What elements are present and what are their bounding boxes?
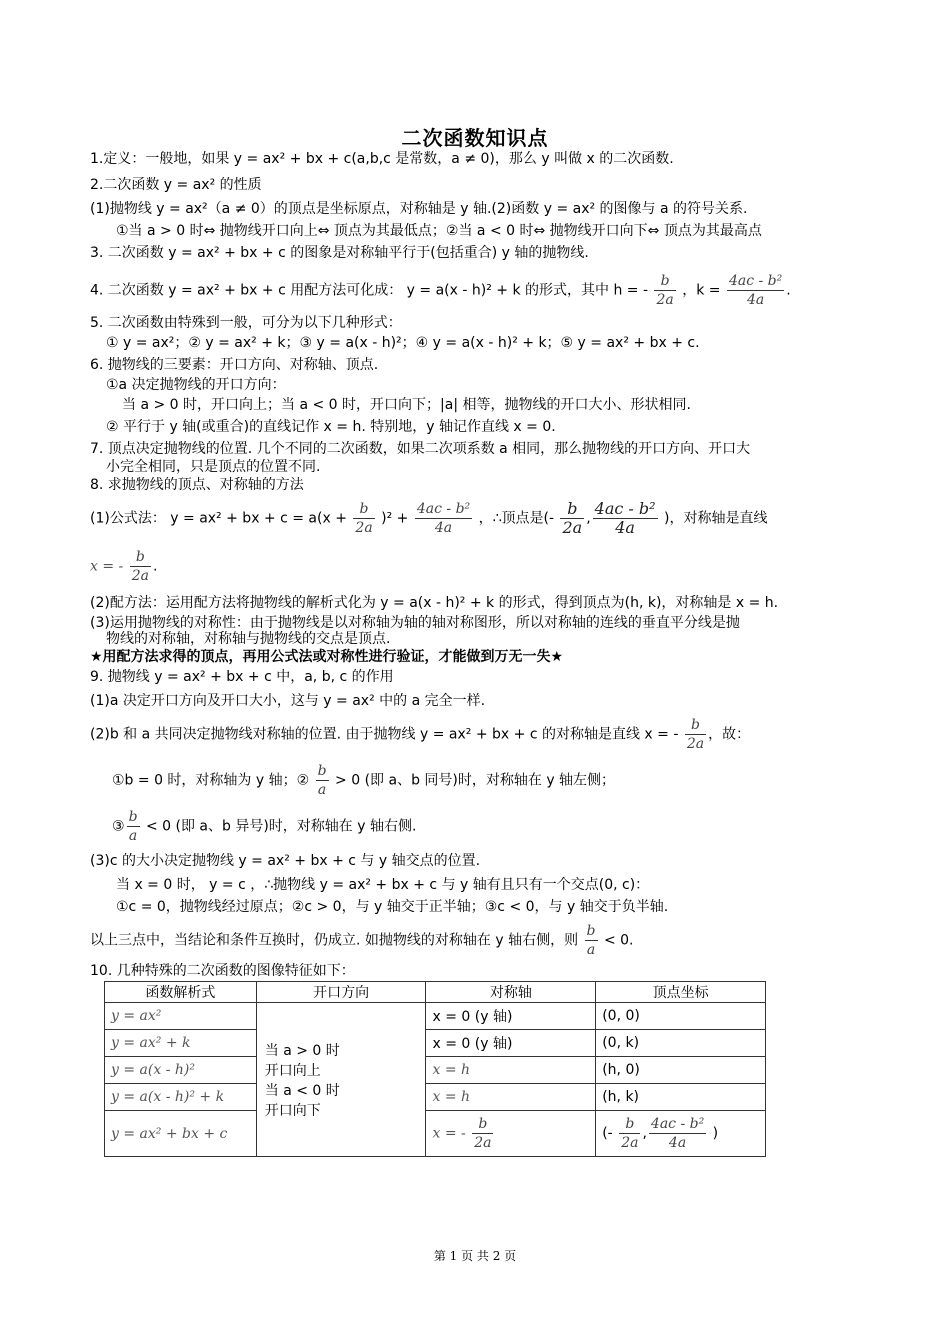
converse-note-tail: < 0.	[603, 932, 634, 949]
formula-method-plus: )² +	[381, 510, 409, 527]
section-7-line-2: 小完全相同，只是顶点的位置不同.	[106, 459, 321, 475]
b-over-a-fraction-2: $\frac{b}{a}$	[128, 809, 138, 844]
b-over-2a-fraction: $\frac{b}{2a}$	[355, 501, 373, 536]
axis-fraction-2: $\frac{b}{2a}$	[686, 717, 705, 752]
axis-position-left-tail: > 0 (即 a、b 同号)时，对称轴在 y 轴左侧；	[335, 772, 616, 789]
table-cell-expr: y = ax² + bx + c	[105, 1111, 257, 1157]
vertex-y-fraction: $\frac{\text{4ac - b²}}{4a}$	[594, 499, 656, 537]
symmetry-method-line-1: (3)运用抛物线的对称性：由于抛物线是以对称轴为轴的轴对称图形，所以对称轴的连线的垂直平分线是抛	[90, 615, 740, 631]
section-4-k-text: ，k =	[682, 282, 721, 299]
converse-note	[90, 922, 634, 959]
converse-note-text: 以上三点中，当结论和条件互换时，仍成立. 如抛物线的对称轴在 y 轴右侧，则	[90, 932, 579, 949]
y-intercept-line: 当 x = 0 时， y = c ，∴抛物线 y = ax² + bx + c 与 y 轴有且只有一个交点(0, c)：	[116, 877, 650, 893]
table-cell-expr: y = ax² + k	[105, 1030, 257, 1057]
table-header: 顶点坐标	[596, 982, 766, 1003]
discriminant-fraction: $\frac{\text{4ac - b²}}{4a}$	[416, 501, 471, 536]
table-cell-vertex: (h, 0)	[596, 1057, 766, 1084]
formula-method-line	[90, 500, 768, 537]
axis-position-right	[112, 808, 416, 845]
vertex-comma: ,	[642, 1125, 647, 1142]
table-header: 开口方向	[256, 982, 426, 1003]
section-5-heading: 5. 二次函数由特殊到一般，可分为以下几种形式：	[90, 315, 402, 331]
table-cell-expr: y = a(x - h)² + k	[105, 1084, 257, 1111]
table-cell-direction	[256, 1003, 426, 1157]
table-row	[105, 1084, 766, 1111]
table-row	[105, 1111, 766, 1157]
section-4-line: 4. 二次函数 y = ax² + bx + c 用配方法可化成： y = a(x - h)² + k 的形式，其中 h = - $\frac{b}{2a}$ ，k = $\frac{\text{4ac - b²}}{4a}$ .	[90, 273, 791, 308]
section-9-item-3: (3)c 的大小决定抛物线 y = ax² + bx + c 与 y 轴交点的位置.	[90, 853, 481, 869]
direction-condition-negative: 当 a < 0 时	[264, 1082, 340, 1099]
table-header: 函数解析式	[105, 982, 257, 1003]
table-cell-axis: x = 0 (y 轴)	[426, 1003, 596, 1030]
section-9-heading: 9. 抛物线 y = ax² + bx + c 中，a, b, c 的作用	[90, 669, 394, 685]
table-cell-axis: x = h	[426, 1084, 596, 1111]
section-9-item-2	[90, 716, 750, 753]
axis-formula-text: x = -	[90, 558, 124, 575]
table-header: 对称轴	[426, 982, 596, 1003]
table-cell-vertex: (h, k)	[596, 1084, 766, 1111]
section-4-text: 4. 二次函数 y = ax² + bx + c 用配方法可化成： y = a(x - h)² + k 的形式，其中 h = -	[90, 282, 649, 299]
direction-condition-positive: 当 a > 0 时	[264, 1042, 340, 1059]
table-row	[105, 1003, 766, 1030]
section-6-item-1: ①a 决定抛物线的开口方向：	[106, 377, 286, 393]
table-cell-axis: x = h	[426, 1057, 596, 1084]
section-9-item-1: (1)a 决定开口方向及开口大小，这与 y = ax² 中的 a 完全一样.	[90, 693, 486, 709]
property-line-1: (1)抛物线 y = ax²（a ≠ 0）的顶点是坐标原点，对称轴是 y 轴.(2)函数 y = ax² 的图像与 a 的符号关系.	[90, 201, 748, 217]
h-fraction: $\frac{b}{2a}$	[656, 273, 674, 308]
table-cell-axis	[426, 1111, 596, 1157]
formula-method-text: (1)公式法： y = ax² + bx + c = a(x +	[90, 510, 347, 527]
section-8-heading: 8. 求抛物线的顶点、对称轴的方法	[90, 477, 304, 493]
direction-up: 开口向上	[264, 1062, 321, 1079]
vertex-x-fraction: $\frac{b}{2a}$	[562, 499, 583, 537]
special-functions-table	[104, 981, 766, 1157]
axis-position-right-tail: < 0 (即 a、b 异号)时，对称轴在 y 轴右侧.	[145, 818, 417, 835]
section-6-heading: 6. 抛物线的三要素：开口方向、对称轴、顶点.	[90, 357, 379, 373]
section-6-item-2: ② 平行于 y 轴(或重合)的直线记作 x = h. 特别地，y 轴记作直线 x = 0.	[106, 419, 556, 435]
table-cell-vertex: (0, 0)	[596, 1003, 766, 1030]
b-over-a-fraction: $\frac{b}{a}$	[317, 763, 327, 798]
k-fraction: $\frac{\text{4ac - b²}}{4a}$	[728, 273, 783, 308]
axis-position-right-marker: ③	[112, 818, 125, 835]
section-7-line-1: 7. 顶点决定抛物线的位置. 几个不同的二次函数，如果二次项系数 a 相同，那么抛物线的开口方向、开口大	[90, 441, 751, 457]
completing-square-method: (2)配方法：运用配方法将抛物线的解析式化为 y = a(x - h)² + k 的形式，得到顶点为(h, k)，对称轴是 x = h.	[90, 595, 779, 611]
axis-formula-line: x = - $\frac{b}{2a}$ .	[90, 549, 158, 584]
axis-position-left-text: ①b = 0 时，对称轴为 y 轴；②	[112, 772, 310, 789]
vertex-close: )	[712, 1125, 719, 1142]
y-intercept-cases: ①c = 0，抛物线经过原点；②c > 0，与 y 轴交于正半轴；③c < 0，与 y 轴交于负半轴.	[116, 899, 669, 915]
axis-label: )，对称轴是直线	[664, 510, 768, 527]
symmetry-method-line-2: 物线的对称轴，对称轴与抛物线的交点是顶点.	[106, 631, 391, 647]
direction-down: 开口向下	[264, 1102, 321, 1119]
section-5-forms: ① y = ax²；② y = ax² + k；③ y = a(x - h)²；④ y = a(x - h)² + k；⑤ y = ax² + bx + c.	[106, 335, 700, 351]
section-2-heading: 2.二次函数 y = ax² 的性质	[90, 177, 262, 193]
section-3-line: 3. 二次函数 y = ax² + bx + c 的图象是对称轴平行于(包括重合) y 轴的抛物线.	[90, 245, 589, 261]
table-cell-vertex	[596, 1111, 766, 1157]
page-title: 二次函数知识点	[401, 126, 549, 150]
table-cell-axis: x = 0 (y 轴)	[426, 1030, 596, 1057]
table-cell-vertex: (0, k)	[596, 1030, 766, 1057]
page-footer: 第 1 页 共 2 页	[433, 1249, 517, 1263]
definition-line: 1.定义：一般地，如果 y = ax² + bx + c(a,b,c 是常数，a ≠ 0)，那么 y 叫做 x 的二次函数.	[90, 151, 674, 167]
b-over-a-fraction-3: $\frac{b}{a}$	[586, 923, 596, 958]
property-line-2: ①当 a > 0 时⇔ 抛物线开口向上⇔ 顶点为其最低点；②当 a < 0 时⇔ 抛物线开口向下⇔ 顶点为其最高点	[116, 223, 762, 239]
axis-fraction: $\frac{b}{2a}$	[131, 549, 149, 584]
axis-prefix: x = -	[432, 1125, 466, 1142]
table-vertex-y-fraction: $\frac{\text{4ac - b²}}{4a}$	[650, 1116, 705, 1151]
table-row	[105, 1030, 766, 1057]
section-9-item-2-tail: ，故：	[708, 726, 751, 743]
axis-position-left	[112, 762, 615, 799]
vertex-label: ，∴顶点是(-	[478, 510, 555, 527]
section-6-item-1-detail: 当 a > 0 时，开口向上；当 a < 0 时，开口向下；|a| 相等，抛物线的开口大小、形状相同.	[122, 397, 691, 413]
table-vertex-x-fraction: $\frac{b}{2a}$	[621, 1116, 639, 1151]
section-9-item-2-text: (2)b 和 a 共同决定抛物线对称轴的位置. 由于抛物线 y = ax² + bx + c 的对称轴是直线 x = -	[90, 726, 679, 743]
table-header-row	[105, 982, 766, 1003]
table-axis-fraction: $\frac{b}{2a}$	[474, 1116, 492, 1151]
table-cell-expr: y = ax²	[105, 1003, 257, 1030]
verification-note: ★用配方法求得的顶点，再用公式法或对称性进行验证，才能做到万无一失★	[90, 649, 564, 665]
vertex-comma: ,	[586, 510, 591, 527]
section-10-heading: 10. 几种特殊的二次函数的图像特征如下：	[90, 963, 355, 979]
table-row	[105, 1057, 766, 1084]
vertex-open: (-	[602, 1125, 613, 1142]
table-cell-expr: y = a(x - h)²	[105, 1057, 257, 1084]
